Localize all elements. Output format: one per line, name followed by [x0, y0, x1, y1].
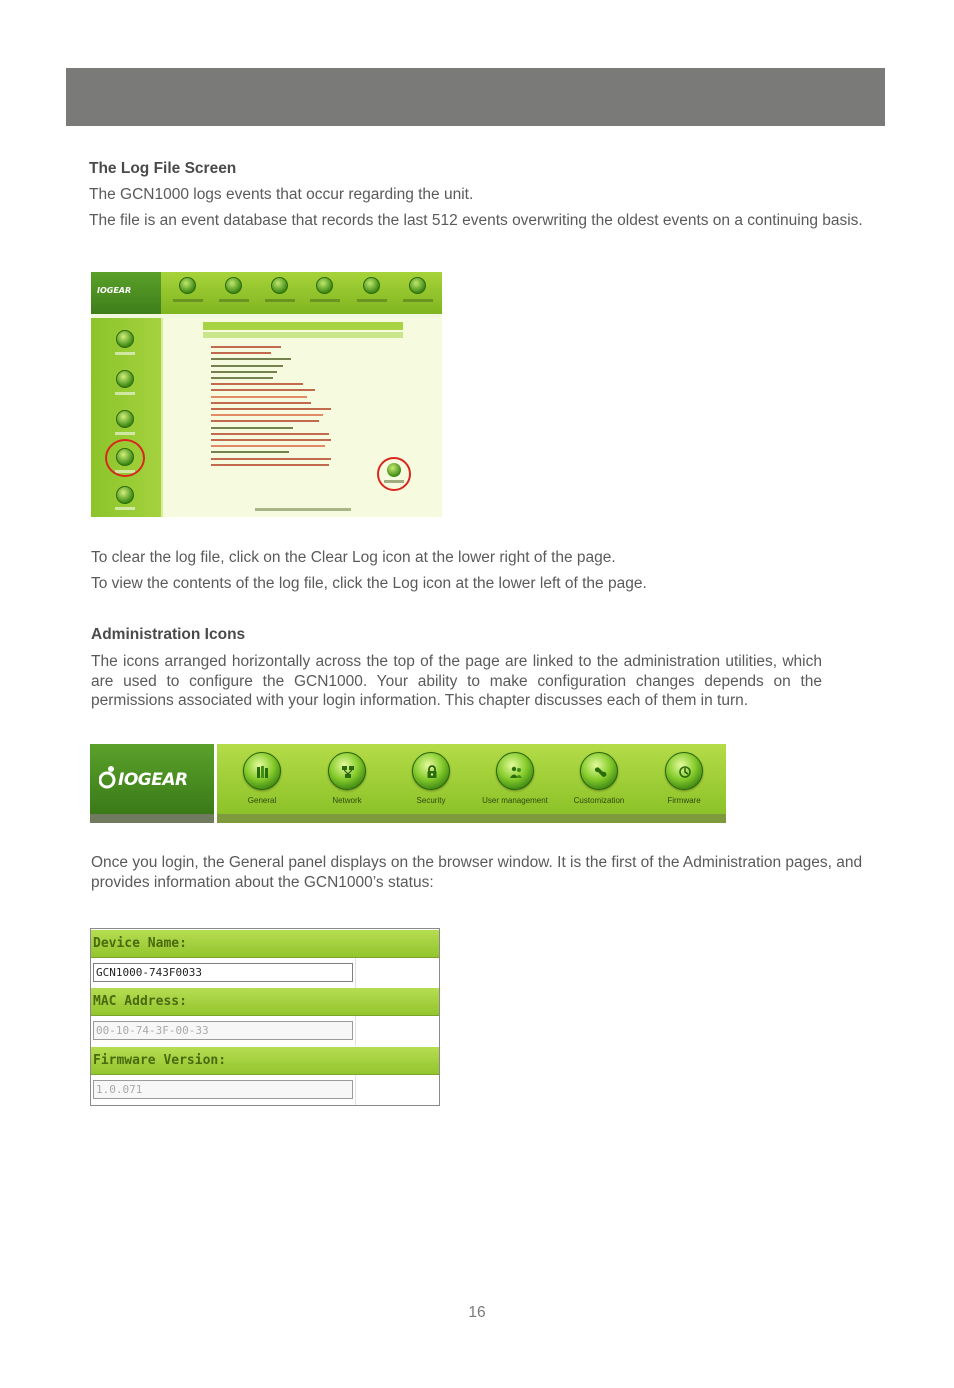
log-file-para-1: The GCN1000 logs events that occur regarding the unit. [89, 186, 474, 203]
general-intro-para: Once you login, the General panel displays on the browser window. It is the first of the Administration pages, and provides information about the GCN1000’s status: [91, 854, 863, 891]
side-nav [91, 318, 161, 517]
brand-text: IOGEAR [118, 770, 188, 790]
mac-address-label: MAC Address: [93, 994, 187, 1009]
log-date-bar [203, 332, 403, 338]
log-line [211, 365, 283, 367]
device-name-field[interactable]: GCN1000-743F0033 [93, 963, 353, 982]
log-line [211, 433, 329, 435]
nav-user-management-label: User management [482, 796, 548, 805]
books-icon[interactable] [179, 277, 196, 294]
log-line [211, 377, 273, 379]
log-line [211, 408, 331, 410]
page-number: 16 [468, 1304, 486, 1321]
log-line [211, 414, 323, 416]
users-icon [509, 765, 523, 779]
nav-firmware[interactable] [643, 750, 723, 810]
nav-user-management[interactable] [474, 750, 554, 810]
nav-general-label: General [247, 796, 277, 805]
admin-icon-banner [90, 744, 726, 823]
mac-row [91, 1016, 439, 1046]
log-footer [255, 508, 351, 511]
header-bar [66, 68, 885, 126]
log-line [211, 346, 281, 348]
iogear-logo [90, 744, 214, 814]
device-name-label-row [91, 930, 439, 958]
firmware-row [91, 1075, 439, 1105]
clear-log-icon[interactable] [387, 463, 401, 477]
log-line [211, 402, 311, 404]
firmware-version-label: Firmware Version: [93, 1053, 227, 1068]
nav-customization-label: Customization [573, 796, 625, 805]
mac-label-row [91, 988, 439, 1016]
nav-network-label: Network [332, 796, 362, 805]
log-line [211, 458, 331, 460]
logout-icon[interactable] [116, 486, 134, 504]
firmware-icon [678, 765, 692, 779]
log-file-para-2: The file is an event database that records the last 512 events overwriting the oldest events on a continuing basis. [89, 212, 863, 229]
admin-icons-para: The icons arranged horizontally across the top of the page are linked to the administration utilities, which are used to configure the GCN1000. Your ability to make configuration changes depends on the permissions associated with your login information. This chapter discusses each of them in turn. [91, 653, 822, 709]
brand-text: IOGEAR [97, 286, 132, 295]
nav-network[interactable] [306, 750, 386, 810]
log-line [211, 439, 331, 441]
nav-firmware-label: Firmware [667, 796, 701, 805]
log-file-screenshot [91, 272, 442, 517]
lock-icon [425, 765, 439, 779]
iogear-logo [91, 272, 161, 314]
nav-customization[interactable] [558, 750, 638, 810]
log-instructions-para-1: To clear the log file, click on the Clear Log icon at the lower right of the page. [91, 549, 616, 566]
mac-address-field: 00-10-74-3F-00-33 [93, 1021, 353, 1040]
log-line [211, 445, 325, 447]
log-instructions-para-2: To view the contents of the log file, click the Log icon at the lower left of the page. [91, 575, 647, 592]
log-line [211, 371, 277, 373]
log-line [211, 396, 307, 398]
network-icon [341, 765, 355, 779]
log-line [211, 383, 303, 385]
wrench-icon [593, 765, 607, 779]
nav-security-label: Security [416, 796, 446, 805]
side-icon-2[interactable] [116, 370, 134, 388]
firmware-label-row [91, 1047, 439, 1075]
log-icon-highlight [105, 439, 145, 477]
nav-general[interactable] [221, 750, 301, 810]
admin-icon-bar-mini [161, 272, 442, 314]
admin-nav [217, 744, 726, 814]
firmware-version-field: 1.0.071 [93, 1080, 353, 1099]
general-panel [90, 928, 440, 1106]
log-line [211, 464, 329, 466]
iogear-mark-icon [99, 765, 116, 791]
log-line [211, 352, 271, 354]
log-line [211, 389, 315, 391]
books-icon [256, 765, 270, 779]
log-line [211, 451, 289, 453]
log-content [163, 318, 442, 517]
log-title-bar [203, 322, 403, 330]
log-line [211, 358, 291, 360]
nav-security[interactable] [390, 750, 470, 810]
side-icon-3[interactable] [116, 410, 134, 428]
network-icon[interactable] [225, 277, 242, 294]
log-line [211, 420, 319, 422]
log-file-heading: The Log File Screen [89, 160, 237, 177]
device-name-row [91, 958, 439, 988]
device-name-label: Device Name: [93, 936, 187, 951]
side-icon-1[interactable] [116, 330, 134, 348]
admin-icons-heading: Administration Icons [91, 626, 246, 643]
users-icon[interactable] [316, 277, 333, 294]
log-line [211, 427, 293, 429]
lock-icon[interactable] [271, 277, 288, 294]
firmware-icon[interactable] [409, 277, 426, 294]
wrench-icon[interactable] [363, 277, 380, 294]
